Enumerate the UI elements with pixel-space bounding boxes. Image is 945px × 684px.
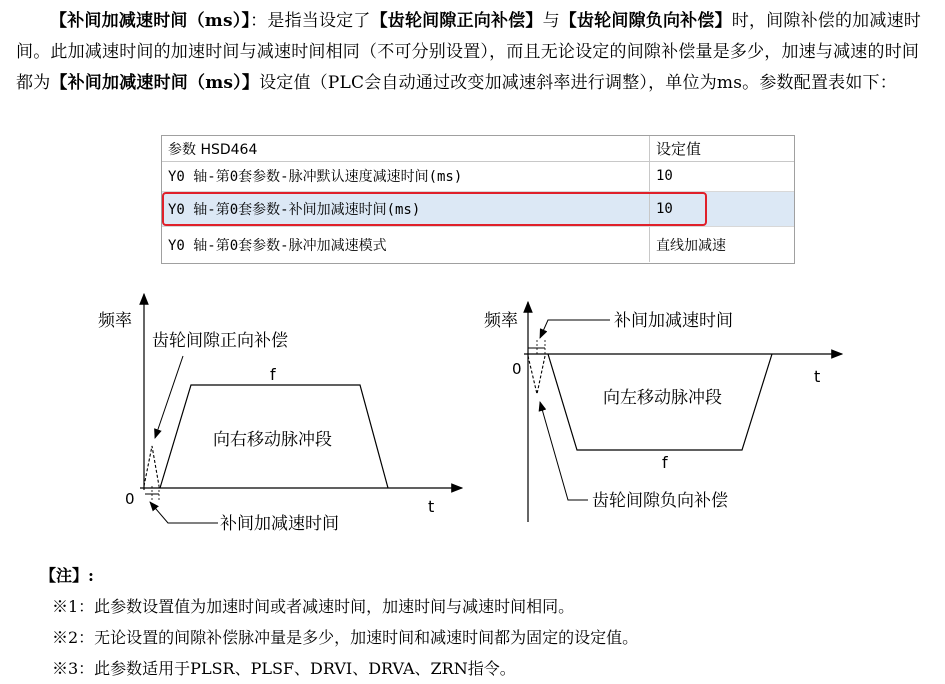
table-row[interactable] (162, 161, 794, 192)
intro-term-interp-accel: 【补间加减速时间（ms）】 (50, 11, 251, 31)
row-param: Y0 轴-第0套参数-脉冲加减速模式 (162, 227, 650, 262)
intro-text-1: ：是指当设定了 (250, 11, 371, 31)
note-item: ※1：此参数设置值为加速时间或者减速时间，加速时间与减速时间相同。 (52, 597, 575, 616)
row-param: Y0 轴-第0套参数-脉冲默认速度减速时间(ms) (162, 161, 650, 191)
intro-paragraph (16, 6, 936, 99)
callout-interp-time: 补间加减速时间 (614, 311, 733, 331)
origin-label: 0 (125, 490, 135, 508)
row-value[interactable]: 10 (656, 201, 673, 217)
origin-label: 0 (512, 360, 522, 378)
segment-label: 向右移动脉冲段 (213, 430, 332, 450)
diagram-right-move (0, 280, 480, 545)
table-header (162, 136, 794, 162)
notes-section (40, 560, 638, 684)
trapezoid-bottom-label: f (662, 453, 668, 472)
note-item: ※2：无论设置的间隙补偿脉冲量是多少，加速时间和减速时间都为固定的设定值。 (52, 628, 639, 647)
header-param: 参数 HSD464 (162, 136, 650, 161)
callout-arrow-bottom (540, 402, 588, 500)
table-row[interactable] (162, 227, 794, 262)
compensation-pulse (528, 356, 545, 394)
note-item: ※3：此参数适用于PLSR、PLSF、DRVI、DRVA、ZRN指令。 (52, 659, 516, 678)
row-value[interactable]: 直线加减速 (656, 237, 726, 254)
notes-title: 【注】: (40, 566, 94, 585)
x-axis-label: t (428, 497, 435, 516)
highlight-box (162, 192, 707, 226)
callout-gear-positive: 齿轮间隙正向补偿 (152, 331, 288, 351)
compensation-pulse (144, 446, 159, 486)
x-axis-label: t (814, 367, 821, 386)
callout-arrow-bottom (150, 502, 218, 523)
row-value[interactable]: 10 (656, 168, 673, 184)
y-axis-label: 频率 (98, 311, 132, 331)
intro-text-2: 与 (542, 11, 560, 31)
intro-term-gear-positive: 【齿轮间隙正向补偿】 (370, 11, 543, 31)
trapezoid-top-label: f (270, 365, 276, 384)
intro-term-gear-negative: 【齿轮间隙负向补偿】 (559, 11, 732, 31)
callout-interp-time: 补间加减速时间 (220, 514, 339, 534)
intro-text-3: 时，间隙补偿的加减速时间。此加减速时间的加速时间与减速时间相同（不可分别设置），而且无论设定的间隙补偿量是多少，加速与减速的时间都为 (16, 11, 921, 93)
row-param: Y0 轴-第0套参数-补间加减速时间(ms) (162, 192, 650, 226)
y-axis-label: 频率 (484, 311, 518, 331)
diagram-left-move (470, 290, 945, 530)
header-value: 设定值 (656, 140, 702, 158)
callout-gear-negative: 齿轮间隙负向补偿 (592, 491, 728, 511)
intro-text-4: 设定值（PLC会自动通过改变加减速斜率进行调整），单位为ms。参数配置表如下： (259, 73, 897, 93)
intro-term-interp-accel-2: 【补间加减速时间（ms）】 (50, 73, 260, 93)
callout-arrow-top (540, 320, 610, 338)
segment-label: 向左移动脉冲段 (603, 388, 722, 408)
